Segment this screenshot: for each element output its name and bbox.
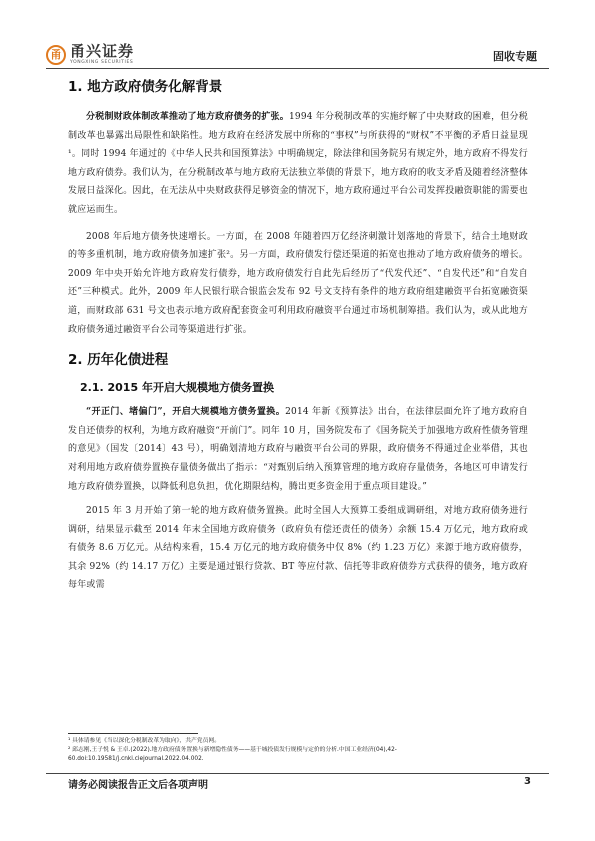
section2-paragraph-1 [68,403,528,496]
section2-paragraph-2: 2015 年 3 月开始了第一轮的地方政府债务置换。此时全国人大预算工委组成调研组，对地方政府债务进行调研，结果显示截至 2014 年末全国地方政府债务（政府负有偿还责任的债务）余额 15.4 万亿元，地方政府或有债务 8.6 万亿元。从结构来看，15.4 万亿元的地方政府债务中仅 8%（约 1.23 万亿）来源于地方政府债券，其余 92%（约 14.17 万亿）主要是通过银行贷款、BT 等应付款、信托等非政府债券方式获得的债务，地方政府每年或需 [68,506,528,591]
footnotes [68,737,528,764]
page-number: 3 [524,776,531,787]
main-content [68,78,528,595]
section2-title: 2. 历年化债进程 [68,352,169,369]
footer-divider [46,773,549,774]
subsection-2-1-title: 2.1. 2015 年开启大规模地方债务置换 [80,381,274,395]
footnote-1: ¹ 具体请参见《当以深化分税制改革为取向》，共产党员网。 [68,738,220,744]
report-type-label: 固收专题 [493,50,537,63]
company-logo [46,44,134,65]
logo-en-name: YONGXING SECURITIES [70,60,134,65]
section1-p1-lead: 分税制财政体制改革推动了地方政府债务的扩张。 [86,112,289,122]
logo-icon [46,45,66,65]
section1-paragraph-2: 2008 年后地方债务快速增长。一方面，在 2008 年随着四万亿经济刺激计划落地的背景下，结合土地财政的等多重机制，地方政府债务加速扩张²。另一方面，政府债发行偿还渠道的拓宽也推动了地方政府债务的增长。2009 年中央开始允许地方政府发行债券，地方政府债发行自此先后经历了“代发代还”、“自发代还”和“自发自还”三种模式。此外，2009 年人民银行联合银监会发布 92 号文支持有条件的地方政府组建融资平台拓宽融资渠道，而财政部 631 号文也表示地方政府配套资金可利用政府融资平台通过市场机制筹措。我们认为，或从此地方政府债务通过融资平台公司等渠道进行扩张。 [68,231,528,335]
section2-p1-lead: “开正门、堵偏门”，开启大规模地方债务置换。 [86,407,286,418]
footnote-divider [68,733,198,734]
footnote-2: ² 邱志刚,王子悦 & 王卓.(2022).地方政府债务置换与新增隐性债务——基于城投债发行规模与定价的分析.中国工业经济(04),42-60.doi:10.19581/j.cnki.ciejournal.2022.04.002. [68,747,397,762]
logo-glyph: 甬 [50,47,62,61]
section1-p1-body: 1994 年分税制改革的实施纾解了中央财政的困难，但分税制改革也暴露出局限性和缺陷性。地方政府在经济发展中所称的“事权”与所获得的“财权”不平衡的矛盾日益显现¹。同时 1994 年通过的《中华人民共和国预算法》中明确规定，除法律和国务院另有规定外，地方政府不得发行地方政府债券。我们认为，在分税制改革与地方政府无法独立举债的背景下，地方政府的收支矛盾及随着经济整体发展日益深化。因此，在无法从中央财政获得足够资金的情况下，地方政府通过平台公司发挥投融资职能的需要也就应运而生。 [68,112,529,215]
header-divider [46,68,549,69]
section2-p1-body: 2014 年新《预算法》出台，在法律层面允许了地方政府自发自还债券的权利，为地方政府融资“开前门”。同年 10 月，国务院发布了《国务院关于加强地方政府性债务管理的意见》（国发〔2014〕43 号），明确划清地方政府与融资平台公司的界限，政府债务不得通过企业举借，其也对利用地方政府债券置换存量债务做出了指示：“对甄别后纳入预算管理的地方政府存量债务，各地区可申请发行地方政府债券置换，以降低利息负担，优化期限结构，腾出更多资金用于重点项目建设。” [68,407,528,492]
section1-paragraph-1 [68,108,528,220]
logo-cn-name: 甬兴证券 [70,42,135,60]
footer-disclaimer: 请务必阅读报告正文后各项声明 [68,780,208,791]
section1-title: 1. 地方政府债务化解背景 [68,79,223,95]
